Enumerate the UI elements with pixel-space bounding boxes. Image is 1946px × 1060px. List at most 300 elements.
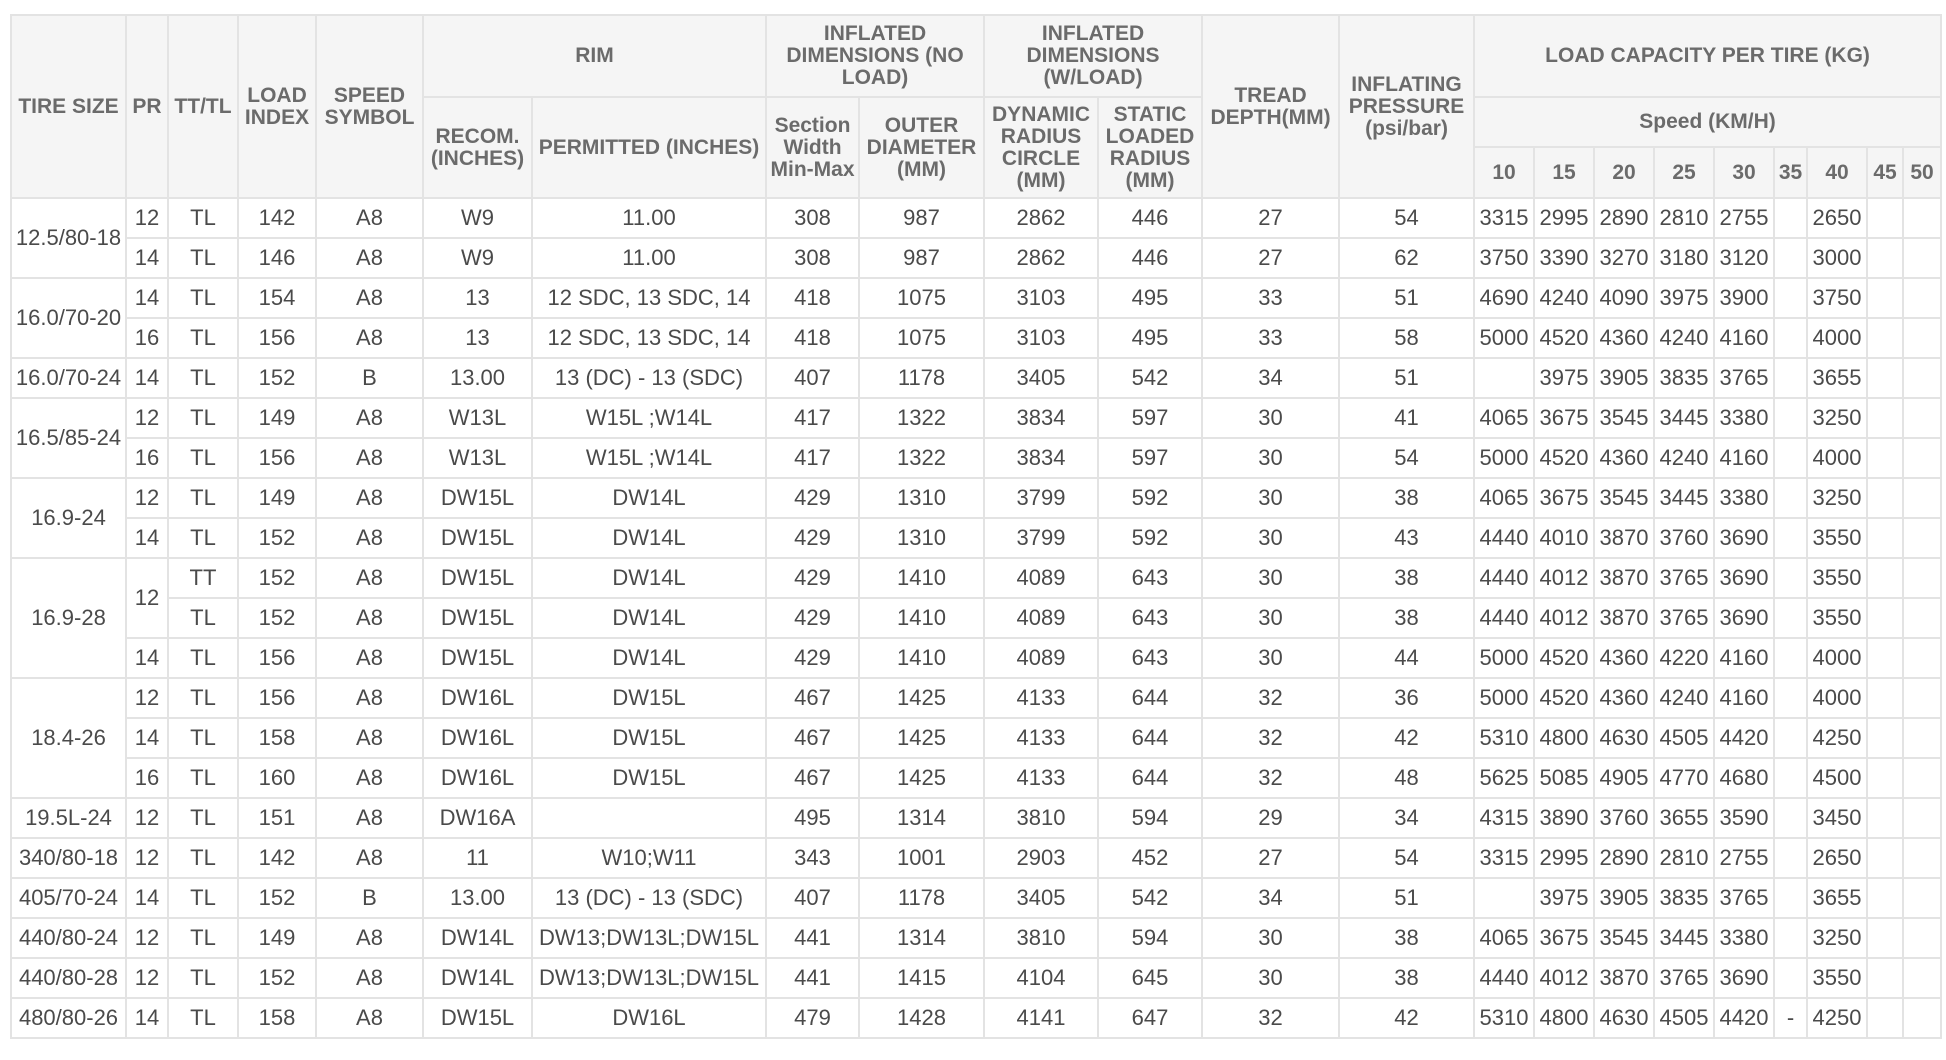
speed-symbol-cell: A8 [316,478,423,518]
load-35-cell [1774,518,1807,558]
load-40-cell: 3550 [1807,598,1867,638]
rim-recom-cell: DW14L [423,918,532,958]
section-width-cell: 417 [766,438,859,478]
load-20-cell: 3545 [1594,478,1654,518]
load-10-cell: 4440 [1474,598,1534,638]
static-radius-cell: 643 [1098,598,1202,638]
pr-cell: 14 [126,238,168,278]
table-row [11,958,1941,998]
load-25-cell: 3765 [1654,958,1714,998]
tread-depth-cell: 32 [1202,998,1339,1038]
tire-size-cell: 440/80-24 [11,918,126,958]
load-20-cell: 4360 [1594,438,1654,478]
pr-cell: 14 [126,638,168,678]
speed-symbol-cell: A8 [316,958,423,998]
load-40-cell: 3655 [1807,358,1867,398]
table-row [11,758,1941,798]
load-index-cell: 149 [238,478,316,518]
load-30-cell: 2755 [1714,838,1774,878]
load-15-cell: 3675 [1534,478,1594,518]
inflating-pressure-cell: 44 [1339,638,1474,678]
table-row [11,918,1941,958]
load-index-cell: 152 [238,358,316,398]
rim-recom-cell: 11 [423,838,532,878]
rim-permitted-cell: W10;W11 [532,838,766,878]
outer-diameter-cell: 1322 [859,438,984,478]
header-speed-50: 50 [1903,147,1941,198]
table-row [11,478,1941,518]
rim-permitted-cell: W15L ;W14L [532,438,766,478]
speed-symbol-cell: A8 [316,998,423,1038]
dynamic-radius-cell: 4133 [984,718,1098,758]
load-50-cell [1903,318,1941,358]
load-20-cell: 2890 [1594,198,1654,238]
load-50-cell [1903,798,1941,838]
section-width-cell: 429 [766,598,859,638]
speed-symbol-cell: A8 [316,438,423,478]
speed-symbol-cell: B [316,358,423,398]
rim-permitted-cell: DW14L [532,558,766,598]
load-25-cell: 4770 [1654,758,1714,798]
load-15-cell: 4800 [1534,718,1594,758]
load-25-cell: 3445 [1654,918,1714,958]
load-15-cell: 3675 [1534,918,1594,958]
inflating-pressure-cell: 51 [1339,358,1474,398]
load-index-cell: 156 [238,318,316,358]
header-outer-diameter: OUTER DIAMETER (MM) [859,97,984,198]
inflating-pressure-cell: 34 [1339,798,1474,838]
section-width-cell: 308 [766,198,859,238]
load-15-cell: 4800 [1534,998,1594,1038]
load-40-cell: 3550 [1807,558,1867,598]
tread-depth-cell: 30 [1202,518,1339,558]
dynamic-radius-cell: 4089 [984,638,1098,678]
load-35-cell [1774,638,1807,678]
load-15-cell: 5085 [1534,758,1594,798]
load-10-cell: 3315 [1474,838,1534,878]
load-30-cell: 4420 [1714,718,1774,758]
static-radius-cell: 644 [1098,678,1202,718]
tire-size-cell: 480/80-26 [11,998,126,1038]
load-35-cell [1774,278,1807,318]
section-width-cell: 467 [766,678,859,718]
section-width-cell: 441 [766,958,859,998]
tt-tl-cell: TL [168,318,238,358]
load-20-cell: 3905 [1594,358,1654,398]
outer-diameter-cell: 1001 [859,838,984,878]
header-speed-40: 40 [1807,147,1867,198]
load-45-cell [1867,278,1903,318]
load-15-cell: 4012 [1534,558,1594,598]
load-index-cell: 152 [238,878,316,918]
static-radius-cell: 597 [1098,398,1202,438]
tire-size-cell: 16.5/85-24 [11,398,126,478]
rim-permitted-cell: 12 SDC, 13 SDC, 14 [532,278,766,318]
load-20-cell: 3760 [1594,798,1654,838]
rim-permitted-cell: DW14L [532,478,766,518]
tread-depth-cell: 32 [1202,678,1339,718]
dynamic-radius-cell: 3810 [984,918,1098,958]
load-15-cell: 3390 [1534,238,1594,278]
outer-diameter-cell: 1178 [859,358,984,398]
load-40-cell: 3750 [1807,278,1867,318]
tire-size-cell: 340/80-18 [11,838,126,878]
load-10-cell: 5000 [1474,318,1534,358]
tire-spec-table [10,14,1942,1039]
header-section-width: Section Width Min-Max [766,97,859,198]
tread-depth-cell: 30 [1202,638,1339,678]
header-inflating-pressure: INFLATING PRESSURE (psi/bar) [1339,15,1474,198]
dynamic-radius-cell: 4133 [984,678,1098,718]
tt-tl-cell: TL [168,958,238,998]
rim-recom-cell: 13 [423,278,532,318]
load-50-cell [1903,918,1941,958]
load-50-cell [1903,758,1941,798]
load-30-cell: 4160 [1714,438,1774,478]
load-45-cell [1867,198,1903,238]
dynamic-radius-cell: 4104 [984,958,1098,998]
dynamic-radius-cell: 3834 [984,398,1098,438]
load-35-cell [1774,798,1807,838]
header-speed-20: 20 [1594,147,1654,198]
load-25-cell: 4505 [1654,998,1714,1038]
load-35-cell [1774,438,1807,478]
tt-tl-cell: TL [168,718,238,758]
speed-symbol-cell: A8 [316,838,423,878]
outer-diameter-cell: 1314 [859,798,984,838]
load-50-cell [1903,398,1941,438]
rim-recom-cell: DW15L [423,638,532,678]
dynamic-radius-cell: 2862 [984,198,1098,238]
pr-cell: 14 [126,278,168,318]
header-rim-permitted: PERMITTED (INCHES) [532,97,766,198]
load-30-cell: 3380 [1714,398,1774,438]
tire-size-cell: 16.9-24 [11,478,126,558]
load-40-cell: 4250 [1807,998,1867,1038]
outer-diameter-cell: 1415 [859,958,984,998]
dynamic-radius-cell: 3103 [984,278,1098,318]
load-20-cell: 4360 [1594,638,1654,678]
tt-tl-cell: TL [168,598,238,638]
rim-permitted-cell [532,798,766,838]
load-40-cell: 3550 [1807,958,1867,998]
pr-cell: 14 [126,518,168,558]
load-10-cell: 4065 [1474,918,1534,958]
static-radius-cell: 495 [1098,278,1202,318]
load-35-cell [1774,398,1807,438]
tread-depth-cell: 30 [1202,918,1339,958]
pr-cell: 14 [126,718,168,758]
load-40-cell: 3655 [1807,878,1867,918]
header-load-index: LOAD INDEX [238,15,316,198]
load-25-cell: 3655 [1654,798,1714,838]
tread-depth-cell: 33 [1202,278,1339,318]
load-50-cell [1903,278,1941,318]
load-30-cell: 4420 [1714,998,1774,1038]
load-index-cell: 149 [238,398,316,438]
load-40-cell: 3250 [1807,918,1867,958]
load-30-cell: 3380 [1714,918,1774,958]
static-radius-cell: 645 [1098,958,1202,998]
load-30-cell: 4160 [1714,638,1774,678]
load-30-cell: 3380 [1714,478,1774,518]
load-45-cell [1867,998,1903,1038]
static-radius-cell: 644 [1098,758,1202,798]
load-index-cell: 152 [238,518,316,558]
table-row [11,718,1941,758]
load-20-cell: 3905 [1594,878,1654,918]
inflating-pressure-cell: 62 [1339,238,1474,278]
tread-depth-cell: 30 [1202,478,1339,518]
load-45-cell [1867,398,1903,438]
table-row [11,238,1941,278]
load-10-cell: 4440 [1474,958,1534,998]
load-35-cell [1774,718,1807,758]
load-45-cell [1867,798,1903,838]
pr-cell: 12 [126,838,168,878]
pr-cell: 14 [126,878,168,918]
tt-tl-cell: TL [168,918,238,958]
load-10-cell: 4690 [1474,278,1534,318]
rim-permitted-cell: DW15L [532,718,766,758]
static-radius-cell: 542 [1098,358,1202,398]
tt-tl-cell: TL [168,998,238,1038]
section-width-cell: 441 [766,918,859,958]
load-50-cell [1903,878,1941,918]
static-radius-cell: 592 [1098,478,1202,518]
section-width-cell: 308 [766,238,859,278]
load-35-cell [1774,558,1807,598]
load-10-cell: 4440 [1474,518,1534,558]
load-index-cell: 160 [238,758,316,798]
load-15-cell: 4010 [1534,518,1594,558]
load-20-cell: 3870 [1594,518,1654,558]
load-10-cell: 4440 [1474,558,1534,598]
load-15-cell: 3675 [1534,398,1594,438]
dynamic-radius-cell: 3103 [984,318,1098,358]
table-row [11,798,1941,838]
inflating-pressure-cell: 54 [1339,838,1474,878]
load-20-cell: 3870 [1594,598,1654,638]
load-10-cell: 3315 [1474,198,1534,238]
outer-diameter-cell: 1410 [859,598,984,638]
rim-permitted-cell: 11.00 [532,238,766,278]
inflating-pressure-cell: 41 [1339,398,1474,438]
rim-recom-cell: DW15L [423,598,532,638]
rim-permitted-cell: DW16L [532,998,766,1038]
load-index-cell: 152 [238,598,316,638]
tt-tl-cell: TL [168,358,238,398]
table-row [11,998,1941,1038]
outer-diameter-cell: 1322 [859,398,984,438]
load-10-cell [1474,878,1534,918]
tread-depth-cell: 27 [1202,838,1339,878]
load-50-cell [1903,598,1941,638]
tt-tl-cell: TL [168,678,238,718]
rim-permitted-cell: DW15L [532,758,766,798]
header-inflated-no-load: INFLATED DIMENSIONS (NO LOAD) [766,15,984,97]
load-index-cell: 149 [238,918,316,958]
load-10-cell: 4315 [1474,798,1534,838]
header-speed-symbol: SPEED SYMBOL [316,15,423,198]
section-width-cell: 417 [766,398,859,438]
header-speed-45: 45 [1867,147,1903,198]
tread-depth-cell: 32 [1202,758,1339,798]
load-20-cell: 4090 [1594,278,1654,318]
load-index-cell: 154 [238,278,316,318]
rim-recom-cell: DW15L [423,998,532,1038]
tread-depth-cell: 34 [1202,878,1339,918]
rim-permitted-cell: 13 (DC) - 13 (SDC) [532,358,766,398]
load-10-cell: 5310 [1474,718,1534,758]
speed-symbol-cell: A8 [316,678,423,718]
dynamic-radius-cell: 4133 [984,758,1098,798]
tt-tl-cell: TL [168,838,238,878]
section-width-cell: 407 [766,878,859,918]
static-radius-cell: 643 [1098,638,1202,678]
load-45-cell [1867,518,1903,558]
load-40-cell: 2650 [1807,198,1867,238]
load-20-cell: 4360 [1594,678,1654,718]
outer-diameter-cell: 987 [859,238,984,278]
outer-diameter-cell: 1310 [859,478,984,518]
load-index-cell: 142 [238,198,316,238]
outer-diameter-cell: 1310 [859,518,984,558]
dynamic-radius-cell: 3799 [984,478,1098,518]
table-row [11,598,1941,638]
load-10-cell: 4065 [1474,478,1534,518]
outer-diameter-cell: 987 [859,198,984,238]
load-45-cell [1867,758,1903,798]
inflating-pressure-cell: 51 [1339,878,1474,918]
section-width-cell: 407 [766,358,859,398]
outer-diameter-cell: 1425 [859,678,984,718]
outer-diameter-cell: 1410 [859,558,984,598]
load-25-cell: 3445 [1654,478,1714,518]
load-45-cell [1867,358,1903,398]
tread-depth-cell: 30 [1202,398,1339,438]
load-35-cell [1774,878,1807,918]
dynamic-radius-cell: 2862 [984,238,1098,278]
load-15-cell: 4520 [1534,438,1594,478]
rim-recom-cell: DW15L [423,558,532,598]
load-30-cell: 3690 [1714,558,1774,598]
rim-permitted-cell: W15L ;W14L [532,398,766,438]
inflating-pressure-cell: 48 [1339,758,1474,798]
table-row [11,198,1941,238]
header-tire-size: TIRE SIZE [11,15,126,198]
tire-size-cell: 440/80-28 [11,958,126,998]
load-35-cell [1774,598,1807,638]
load-25-cell: 3180 [1654,238,1714,278]
tt-tl-cell: TL [168,518,238,558]
load-45-cell [1867,718,1903,758]
load-15-cell: 4520 [1534,678,1594,718]
load-35-cell: - [1774,998,1807,1038]
rim-permitted-cell: DW14L [532,598,766,638]
rim-recom-cell: DW16A [423,798,532,838]
load-index-cell: 142 [238,838,316,878]
speed-symbol-cell: A8 [316,598,423,638]
tread-depth-cell: 32 [1202,718,1339,758]
header-tt-tl: TT/TL [168,15,238,198]
load-25-cell: 4240 [1654,438,1714,478]
load-index-cell: 151 [238,798,316,838]
tread-depth-cell: 33 [1202,318,1339,358]
dynamic-radius-cell: 3834 [984,438,1098,478]
load-30-cell: 3590 [1714,798,1774,838]
rim-recom-cell: DW14L [423,958,532,998]
load-40-cell: 4500 [1807,758,1867,798]
dynamic-radius-cell: 3405 [984,358,1098,398]
tread-depth-cell: 27 [1202,198,1339,238]
load-15-cell: 3975 [1534,358,1594,398]
table-row [11,518,1941,558]
inflating-pressure-cell: 36 [1339,678,1474,718]
load-35-cell [1774,758,1807,798]
inflating-pressure-cell: 38 [1339,958,1474,998]
load-30-cell: 3765 [1714,878,1774,918]
tt-tl-cell: TL [168,638,238,678]
load-40-cell: 3550 [1807,518,1867,558]
tt-tl-cell: TL [168,438,238,478]
load-50-cell [1903,958,1941,998]
load-40-cell: 4000 [1807,678,1867,718]
inflating-pressure-cell: 54 [1339,198,1474,238]
load-40-cell: 3250 [1807,478,1867,518]
load-50-cell [1903,838,1941,878]
load-45-cell [1867,478,1903,518]
static-radius-cell: 542 [1098,878,1202,918]
header-rim: RIM [423,15,766,97]
section-width-cell: 429 [766,638,859,678]
static-radius-cell: 592 [1098,518,1202,558]
load-30-cell: 3690 [1714,598,1774,638]
tread-depth-cell: 30 [1202,438,1339,478]
pr-cell: 14 [126,998,168,1038]
load-20-cell: 2890 [1594,838,1654,878]
load-25-cell: 2810 [1654,838,1714,878]
load-45-cell [1867,838,1903,878]
tire-size-cell: 18.4-26 [11,678,126,798]
outer-diameter-cell: 1314 [859,918,984,958]
load-15-cell: 2995 [1534,838,1594,878]
load-20-cell: 4630 [1594,718,1654,758]
load-45-cell [1867,958,1903,998]
load-30-cell: 3690 [1714,958,1774,998]
pr-cell: 16 [126,318,168,358]
load-15-cell: 3890 [1534,798,1594,838]
speed-symbol-cell: A8 [316,518,423,558]
load-index-cell: 146 [238,238,316,278]
load-45-cell [1867,918,1903,958]
static-radius-cell: 446 [1098,198,1202,238]
load-35-cell [1774,318,1807,358]
inflating-pressure-cell: 42 [1339,718,1474,758]
load-20-cell: 3870 [1594,558,1654,598]
table-row [11,838,1941,878]
speed-symbol-cell: A8 [316,558,423,598]
load-40-cell: 4000 [1807,638,1867,678]
tread-depth-cell: 30 [1202,598,1339,638]
load-index-cell: 156 [238,678,316,718]
header-speed-30: 30 [1714,147,1774,198]
load-20-cell: 4905 [1594,758,1654,798]
rim-permitted-cell: 12 SDC, 13 SDC, 14 [532,318,766,358]
inflating-pressure-cell: 38 [1339,598,1474,638]
load-45-cell [1867,238,1903,278]
tire-size-cell: 405/70-24 [11,878,126,918]
